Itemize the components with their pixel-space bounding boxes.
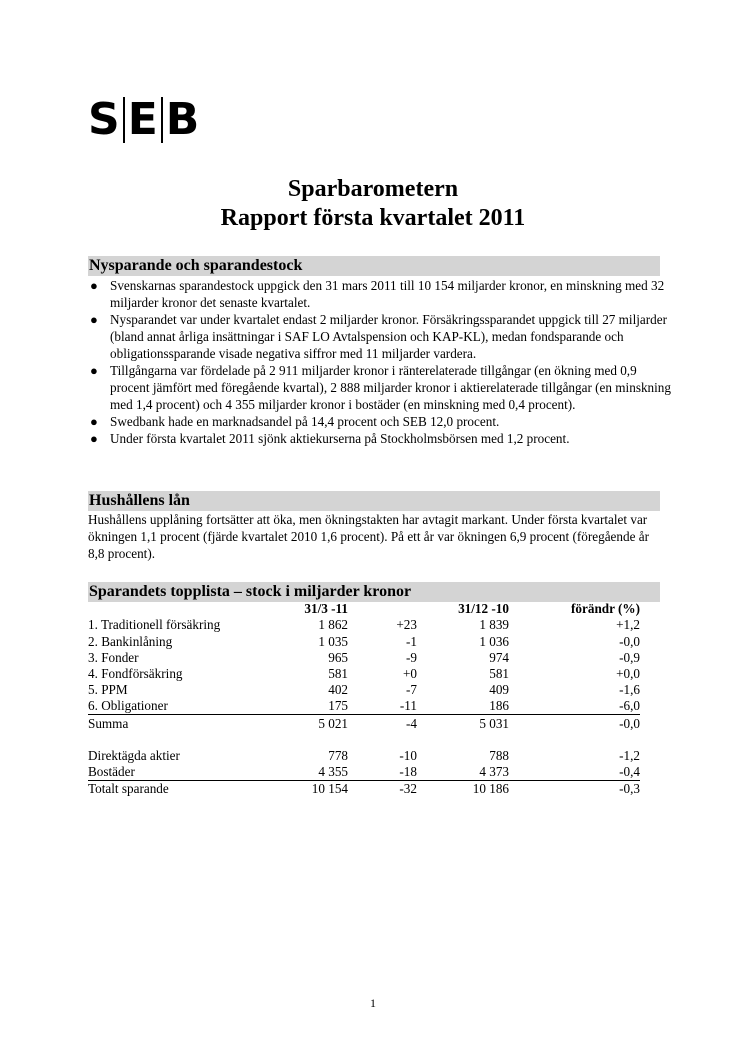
table-row: [88, 698, 640, 715]
table-header-row: [88, 601, 640, 617]
row-value-a: 1 035: [318, 633, 348, 649]
row-name: Bostäder: [88, 763, 135, 779]
row-value-b: 409: [489, 682, 509, 698]
table-row: [88, 764, 640, 781]
bullet-item: [88, 277, 678, 311]
row-value-a: 10 154: [263, 780, 348, 797]
row-change: -0,3: [509, 780, 640, 797]
row-change: -0,4: [619, 763, 640, 779]
loans-paragraph: Hushållens upplåning fortsätter att öka, men ökningstakten har avtagit markant. Under första kvartalet var ökningen 1,1 procent (fjärde kvartalet 2010 1,6 procent). På ett år var ökningen 6,9 procent (föregående år 8,8 procent).: [88, 512, 649, 561]
row-change: -1,2: [619, 747, 640, 763]
row-value-a: 1 862: [318, 617, 348, 633]
row-name: Direktägda aktier: [88, 747, 180, 763]
bullet-item: [88, 362, 678, 413]
row-diff: -9: [406, 649, 417, 665]
table-spacer: [88, 732, 640, 748]
row-name: 1. Traditionell försäkring: [88, 617, 221, 633]
bullet-item: [88, 413, 678, 430]
seb-logo: [88, 94, 200, 145]
row-change: -1,6: [619, 682, 640, 698]
bullet-text: Tillgångarna var fördelade på 2 911 miljarder kronor i ränterelaterade tillgångar (en ökning med 0,9 procent jämfört med föregående kvartal), 2 888 miljarder kronor i aktierelaterade tillgångar (en minskning med 1,4 procent) och 4 355 miljarder kronor i bostäder (en minskning med 0,4 procent).: [110, 363, 671, 412]
spacer-cell: [88, 732, 640, 748]
row-value-b: 581: [489, 665, 509, 681]
row-value-b: 10 186: [417, 780, 509, 797]
logo-divider: [161, 97, 163, 143]
row-name: 6. Obligationer: [88, 698, 168, 714]
column-header-diff: [348, 601, 417, 617]
row-diff: -32: [348, 780, 417, 797]
bullet-text: Nysparandet var under kvartalet endast 2 miljarder kronor. Försäkringssparandet uppgick till 27 miljarder (bland annat årliga insättningar i SAF LO Avtalspension och KAP-KL), medan fondsparande och obligationssparande visade negativa siffror med 11 miljarder vardera.: [110, 312, 668, 361]
logo-letter-e: E: [127, 94, 158, 145]
row-value-b: 1 036: [479, 633, 509, 649]
row-value-b: 1 839: [479, 617, 509, 633]
table-row: [88, 633, 640, 649]
page-subtitle: Rapport första kvartalet 2011: [220, 205, 526, 231]
bullet-text: Swedbank hade en marknadsandel på 14,4 procent och SEB 12,0 procent.: [110, 414, 500, 429]
row-value-b: 788: [489, 747, 509, 763]
row-value-a: 4 355: [318, 763, 348, 779]
logo-letter-b: B: [165, 94, 200, 145]
table-row: [88, 650, 640, 666]
row-name: 3. Fonder: [88, 649, 139, 665]
row-diff: -18: [399, 763, 417, 779]
table-row: [88, 666, 640, 682]
savings-table: [88, 601, 640, 797]
section-heading-savings: Nysparande och sparandestock: [88, 256, 660, 276]
section-heading-loans: Hushållens lån: [88, 491, 660, 511]
row-value-a: 778: [328, 747, 348, 763]
table-row: [88, 617, 640, 633]
bullet-item: [88, 311, 678, 362]
row-diff: +23: [396, 617, 417, 633]
row-change: -0,0: [619, 633, 640, 649]
row-change: -6,0: [619, 698, 640, 714]
row-change: +1,2: [616, 617, 640, 633]
column-header-date-b: 31/12 -10: [458, 601, 509, 617]
row-value-a: 402: [328, 682, 348, 698]
row-value-a: 175: [328, 698, 348, 714]
row-change: -0,9: [619, 649, 640, 665]
table-summary-row: [88, 715, 640, 732]
bullet-item: [88, 430, 678, 447]
row-name: Summa: [88, 715, 263, 732]
bullet-icon: ●: [90, 312, 98, 327]
column-header-name: [88, 601, 263, 617]
row-diff: -10: [399, 747, 417, 763]
row-diff: -11: [399, 698, 417, 714]
row-diff: -1: [406, 633, 417, 649]
row-value-b: 974: [489, 649, 509, 665]
row-name: 5. PPM: [88, 682, 128, 698]
logo-divider: [123, 97, 125, 143]
bullet-icon: ●: [90, 363, 98, 378]
row-change: +0,0: [616, 665, 640, 681]
table-total-row: [88, 780, 640, 797]
row-name: Totalt sparande: [88, 780, 263, 797]
bullet-icon: ●: [90, 278, 98, 293]
row-change: -0,0: [509, 715, 640, 732]
bullet-icon: ●: [90, 431, 98, 446]
section-heading-toplist: Sparandets topplista – stock i miljarder kronor: [88, 582, 660, 602]
row-diff: -4: [348, 715, 417, 732]
row-value-b: 5 031: [417, 715, 509, 732]
row-value-a: 965: [328, 649, 348, 665]
row-value-b: 4 373: [479, 763, 509, 779]
row-diff: -7: [406, 682, 417, 698]
column-header-date-a: 31/3 -11: [304, 601, 348, 617]
row-value-b: 186: [489, 698, 509, 714]
table-row: [88, 682, 640, 698]
table-row: [88, 748, 640, 764]
row-name: 2. Bankinlåning: [88, 633, 173, 649]
logo-letter-s: S: [88, 94, 120, 145]
row-value-a: 5 021: [263, 715, 348, 732]
row-diff: +0: [402, 665, 417, 681]
page-number: 1: [370, 996, 376, 1010]
bullet-text: Svenskarnas sparandestock uppgick den 31 mars 2011 till 10 154 miljarder kronor, en minskning med 32 miljarder kronor det senaste kvartalet.: [110, 278, 665, 310]
column-header-change: förändr (%): [571, 601, 640, 617]
page-title: Sparbarometern: [287, 176, 459, 202]
savings-bullet-list: [88, 277, 678, 447]
bullet-icon: ●: [90, 414, 98, 429]
row-value-a: 581: [328, 665, 348, 681]
bullet-text: Under första kvartalet 2011 sjönk aktiekurserna på Stockholmsbörsen med 1,2 procent.: [110, 431, 570, 446]
row-name: 4. Fondförsäkring: [88, 665, 183, 681]
